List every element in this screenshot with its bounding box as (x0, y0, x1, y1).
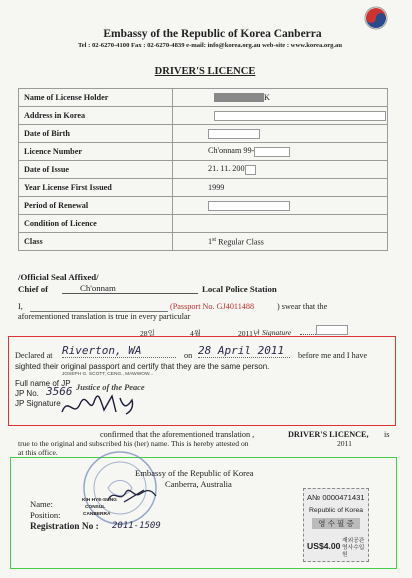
redaction-block (214, 93, 264, 102)
stamp-country: Republic of Korea (308, 507, 364, 514)
declared-date: 28 April 2011 (198, 344, 290, 358)
table-row (19, 215, 388, 233)
passport-number: (Passport No. GJ4011488 (170, 302, 255, 311)
class-value-sup: st (212, 236, 217, 243)
embassy-title: Embassy of the Republic of Korea Canberra (103, 28, 322, 40)
table-row (19, 179, 388, 197)
row-value (173, 161, 388, 179)
table-row (19, 143, 388, 161)
row-label: Date of Issue (19, 161, 173, 179)
translator-name-line (30, 302, 168, 312)
consul-stamp-line-1: KIH HYE-SUNG (82, 498, 117, 503)
document-title: DRIVER'S LICENCE (154, 66, 256, 77)
date-day: 28일 (140, 329, 155, 338)
signature-label: Signature (262, 328, 292, 337)
class-value-num: 1 (208, 237, 213, 247)
jp-full-name-label: Full name of JP (15, 379, 71, 388)
licence-info-table (18, 88, 388, 251)
jp-signature-scribble (60, 392, 140, 420)
attest-embassy: Embassy of the Republic of Korea (135, 468, 254, 478)
row-label: Period of Renewal (19, 197, 173, 215)
redaction-box (316, 325, 348, 335)
consul-stamp-line-3: CANBERRA (83, 512, 111, 517)
chief-label: Chief of (18, 284, 49, 294)
redaction-box (208, 201, 290, 211)
table-row (19, 197, 388, 215)
revenue-stamp (303, 488, 369, 562)
registration-value: 2011-1509 (112, 521, 161, 531)
row-label: Condition of Licence (19, 215, 173, 233)
date-month: 4월 (190, 329, 202, 338)
jp-number-value: 3566 (46, 385, 73, 398)
confirm-line3: at this office. (18, 448, 58, 457)
name-label: Name: (30, 499, 53, 509)
issue-date-value: 21. 11. 200 (208, 164, 245, 174)
first-issued-value: 1999 (208, 183, 225, 192)
row-value (173, 107, 388, 125)
declared-place: Riverton, WA (62, 344, 176, 358)
swear-line2: aforementioned translation is true in every particular (18, 312, 191, 321)
attest-location: Canberra, Australia (165, 479, 232, 489)
row-label: Name of License Holder (19, 89, 173, 107)
chief-value (62, 283, 198, 294)
date-year: 2011년 (238, 329, 261, 338)
declared-before: before me and I have (298, 351, 368, 360)
redaction-box (214, 111, 386, 121)
redaction-box (254, 147, 290, 157)
seal-affixed-line: /Official Seal Affixed/ (18, 272, 99, 282)
row-value (173, 233, 388, 251)
table-row (19, 233, 388, 251)
licence-number-value: Ch'onnam 99- (208, 146, 255, 156)
confirm-line1-bold: DRIVER'S LICENCE, (288, 430, 369, 439)
stamp-korean-small-2: 영사수입원 (342, 545, 365, 558)
redaction-box (245, 165, 256, 175)
confirm-line1-post: is (384, 430, 390, 439)
table-row (19, 107, 388, 125)
contact-line: Tel : 02-6270-4100 Fax : 02-6270-4839 e-mail: info@korea.org.au web-site : www.korea.org.au (77, 42, 343, 49)
swear-tail: ) swear that the (277, 302, 328, 311)
redaction-box (208, 129, 260, 139)
declared-on-label: on (184, 351, 193, 360)
row-label: Year License First Issued (19, 179, 173, 197)
row-label: Address in Korea (19, 107, 173, 125)
position-label: Position: (30, 510, 61, 520)
stamp-korean-small (342, 538, 368, 559)
row-label: Date of Birth (19, 125, 173, 143)
chief-value-text: Ch'onnam (80, 283, 116, 293)
jp-number-label: JP No. (15, 389, 39, 398)
table-row (19, 125, 388, 143)
row-value (173, 197, 388, 215)
declared-line2: sighted their original passport and certify that they are the same person. (15, 362, 270, 371)
police-station-label: Local Police Station (202, 284, 277, 294)
confirm-year: 2011 (337, 439, 352, 448)
row-value (173, 179, 388, 197)
class-value-text: Regular Class (216, 237, 264, 247)
row-value (173, 143, 388, 161)
table-row (19, 89, 388, 107)
consul-signature-scribble (104, 482, 164, 508)
row-value (173, 125, 388, 143)
confirm-line2: true to the original and subscribed his (her) name. This is hereby attested on (18, 439, 249, 448)
embassy-logo-icon (360, 4, 392, 32)
jp-rubber-stamp: JOSEPH G. SCOTT, CENG., MAWWOW... (62, 372, 154, 377)
stamp-korean: 영 수 필 증 (312, 518, 360, 529)
registration-label: Registration No : (30, 522, 99, 532)
consul-stamp-line-2: CONSUL (85, 505, 106, 510)
jp-title-stamp: Justice of the Peace (76, 383, 145, 392)
stamp-fee: US$4.00 (307, 541, 341, 551)
name-value-tail: K (264, 92, 270, 102)
swear-i: I, (18, 302, 23, 311)
jp-signature-label: JP Signature (15, 399, 61, 408)
stamp-serial: A№ 0000471431 (307, 493, 365, 502)
confirm-line1-pre: confirmed that the aforementioned translation , (100, 430, 255, 439)
declared-at-label: Declared at (15, 351, 53, 360)
row-value (173, 89, 388, 107)
row-label: Licence Number (19, 143, 173, 161)
stamp-korean-small-1: 재외공관 (342, 538, 365, 544)
row-label: Class (19, 233, 173, 251)
table-row (19, 161, 388, 179)
row-value (173, 215, 388, 233)
